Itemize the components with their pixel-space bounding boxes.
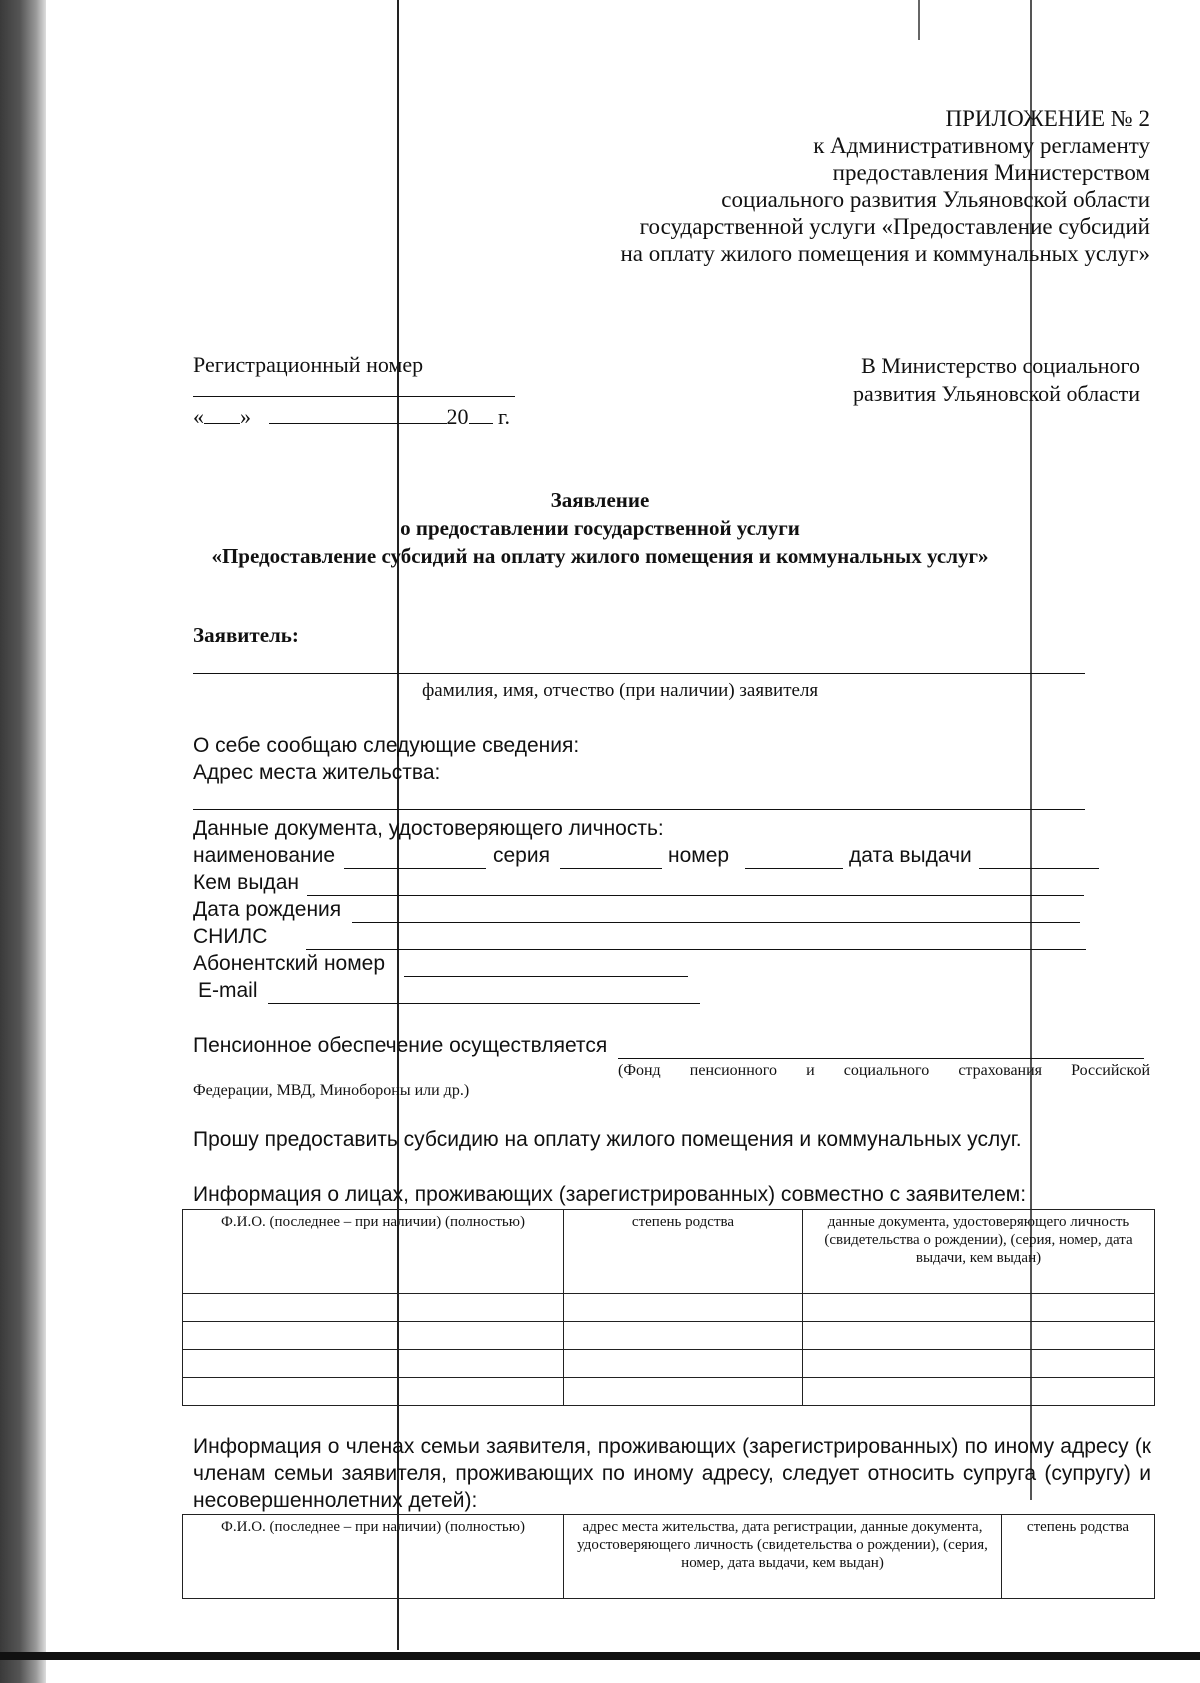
annex-line: государственной услуги «Предоставление субсидий (639, 214, 1150, 239)
column-header: данные документа, удостоверяющего личность (свидетельства о рождении), (серия, номер, дата выдачи, кем выдан) (803, 1210, 1155, 1294)
month-field[interactable] (269, 423, 447, 424)
snils-label: СНИЛС (193, 925, 268, 948)
applicant-label: Заявитель: (193, 623, 299, 647)
snils-field[interactable] (306, 949, 1086, 950)
column-header: степень родства (1002, 1515, 1155, 1599)
pension-field[interactable] (618, 1058, 1144, 1059)
table-cell[interactable] (564, 1378, 803, 1406)
subscriber-label: Абонентский номер (193, 952, 386, 975)
annex-line: предоставления Министерством (832, 160, 1150, 185)
addressee-block (853, 352, 1140, 408)
family-table (182, 1514, 1155, 1599)
doc-series-field[interactable] (560, 868, 662, 869)
address-field[interactable] (193, 809, 1085, 810)
doc-name-label: наименование (193, 844, 336, 867)
table-row[interactable] (183, 1350, 1155, 1378)
pension-note-line2: Федерации, МВД, Минобороны или др.) (193, 1082, 470, 1099)
day-field[interactable] (204, 423, 240, 424)
birth-date-label: Дата рождения (193, 898, 342, 921)
scan-artifact-line-3 (918, 0, 920, 40)
cohabitants-table (182, 1209, 1155, 1406)
applicant-caption: фамилия, имя, отчество (при наличии) заявителя (422, 680, 819, 701)
annex-line: социального развития Ульяновской области (721, 187, 1150, 212)
table-header-row (183, 1515, 1155, 1599)
doc-name-field[interactable] (344, 868, 486, 869)
table-cell[interactable] (564, 1322, 803, 1350)
email-field[interactable] (268, 1003, 700, 1004)
table-cell[interactable] (564, 1350, 803, 1378)
doc-issue-date-field[interactable] (979, 868, 1099, 869)
column-header: степень родства (564, 1210, 803, 1294)
table-cell[interactable] (803, 1322, 1155, 1350)
annex-block (620, 105, 1150, 267)
table-cell[interactable] (803, 1350, 1155, 1378)
table-row[interactable] (183, 1322, 1155, 1350)
addressee-line: развития Ульяновской области (852, 381, 1140, 406)
id-doc-label: Данные документа, удостоверяющего личность: (193, 817, 664, 840)
issued-by-label: Кем выдан (193, 871, 299, 894)
pension-note-line1: (Фонд пенсионного и социального страхования Российской (618, 1062, 1150, 1079)
column-header: Ф.И.О. (последнее – при наличии) (полностью) (183, 1515, 564, 1599)
column-header: Ф.И.О. (последнее – при наличии) (полностью) (183, 1210, 564, 1294)
cohabitants-heading: Информация о лицах, проживающих (зарегистрированных) совместно с заявителем: (193, 1183, 1027, 1206)
annex-line: на оплату жилого помещения и коммунальных услуг» (620, 241, 1150, 266)
year-field[interactable] (469, 423, 493, 424)
request-text: Прошу предоставить субсидию на оплату жилого помещения и коммунальных услуг. (193, 1128, 1022, 1151)
registration-number-field[interactable] (193, 396, 515, 397)
annex-line: к Административному регламенту (813, 133, 1150, 158)
table-cell[interactable] (183, 1322, 564, 1350)
column-header: адрес места жительства, дата регистрации, данные документа, удостоверяющего личность (свидетельства о рождении), (серия, номер, дата выдачи, кем выдан) (564, 1515, 1002, 1599)
document-title (0, 486, 1200, 570)
doc-number-label: номер (668, 844, 730, 867)
subscriber-field[interactable] (404, 976, 688, 977)
email-label: E-mail (198, 979, 258, 1002)
table-cell[interactable] (183, 1294, 564, 1322)
table-cell[interactable] (803, 1294, 1155, 1322)
doc-number-field[interactable] (745, 868, 843, 869)
date-close-quote: » (240, 404, 251, 429)
family-heading: Информация о членах семьи заявителя, проживающих (зарегистрированных) по иному адресу (к членам семьи заявителя, проживающих по иному адресу, следует относить супруга (супругу) и несовершеннолетних детей): (193, 1435, 1151, 1512)
registration-label: Регистрационный номер (193, 352, 424, 377)
table-header-row (183, 1210, 1155, 1294)
scan-shadow-left (0, 0, 46, 1683)
table-row[interactable] (183, 1378, 1155, 1406)
table-row[interactable] (183, 1294, 1155, 1322)
table-cell[interactable] (803, 1378, 1155, 1406)
registration-date (193, 404, 510, 430)
scan-edge-bottom (0, 1652, 1200, 1660)
about-intro: О себе сообщаю следующие сведения: (193, 734, 580, 757)
pension-label: Пенсионное обеспечение осуществляется (193, 1034, 608, 1057)
annex-line: ПРИЛОЖЕНИЕ № 2 (945, 106, 1150, 131)
title-line: Заявление (550, 488, 650, 512)
title-line: «Предоставление субсидий на оплату жилого помещения и коммунальных услуг» (211, 544, 989, 568)
date-open-quote: « (193, 404, 204, 429)
applicant-name-field[interactable] (193, 673, 1085, 674)
title-line: о предоставлении государственной услуги (400, 516, 800, 540)
year-prefix: 20 (446, 404, 469, 429)
addressee-line: В Министерство социального (861, 353, 1140, 378)
doc-issue-date-label: дата выдачи (849, 844, 972, 867)
issued-by-field[interactable] (307, 895, 1084, 896)
birth-date-field[interactable] (352, 922, 1080, 923)
year-suffix: г. (498, 404, 511, 429)
table-cell[interactable] (564, 1294, 803, 1322)
table-cell[interactable] (183, 1378, 564, 1406)
address-label: Адрес места жительства: (193, 761, 441, 784)
table-cell[interactable] (183, 1350, 564, 1378)
doc-series-label: серия (493, 844, 550, 867)
